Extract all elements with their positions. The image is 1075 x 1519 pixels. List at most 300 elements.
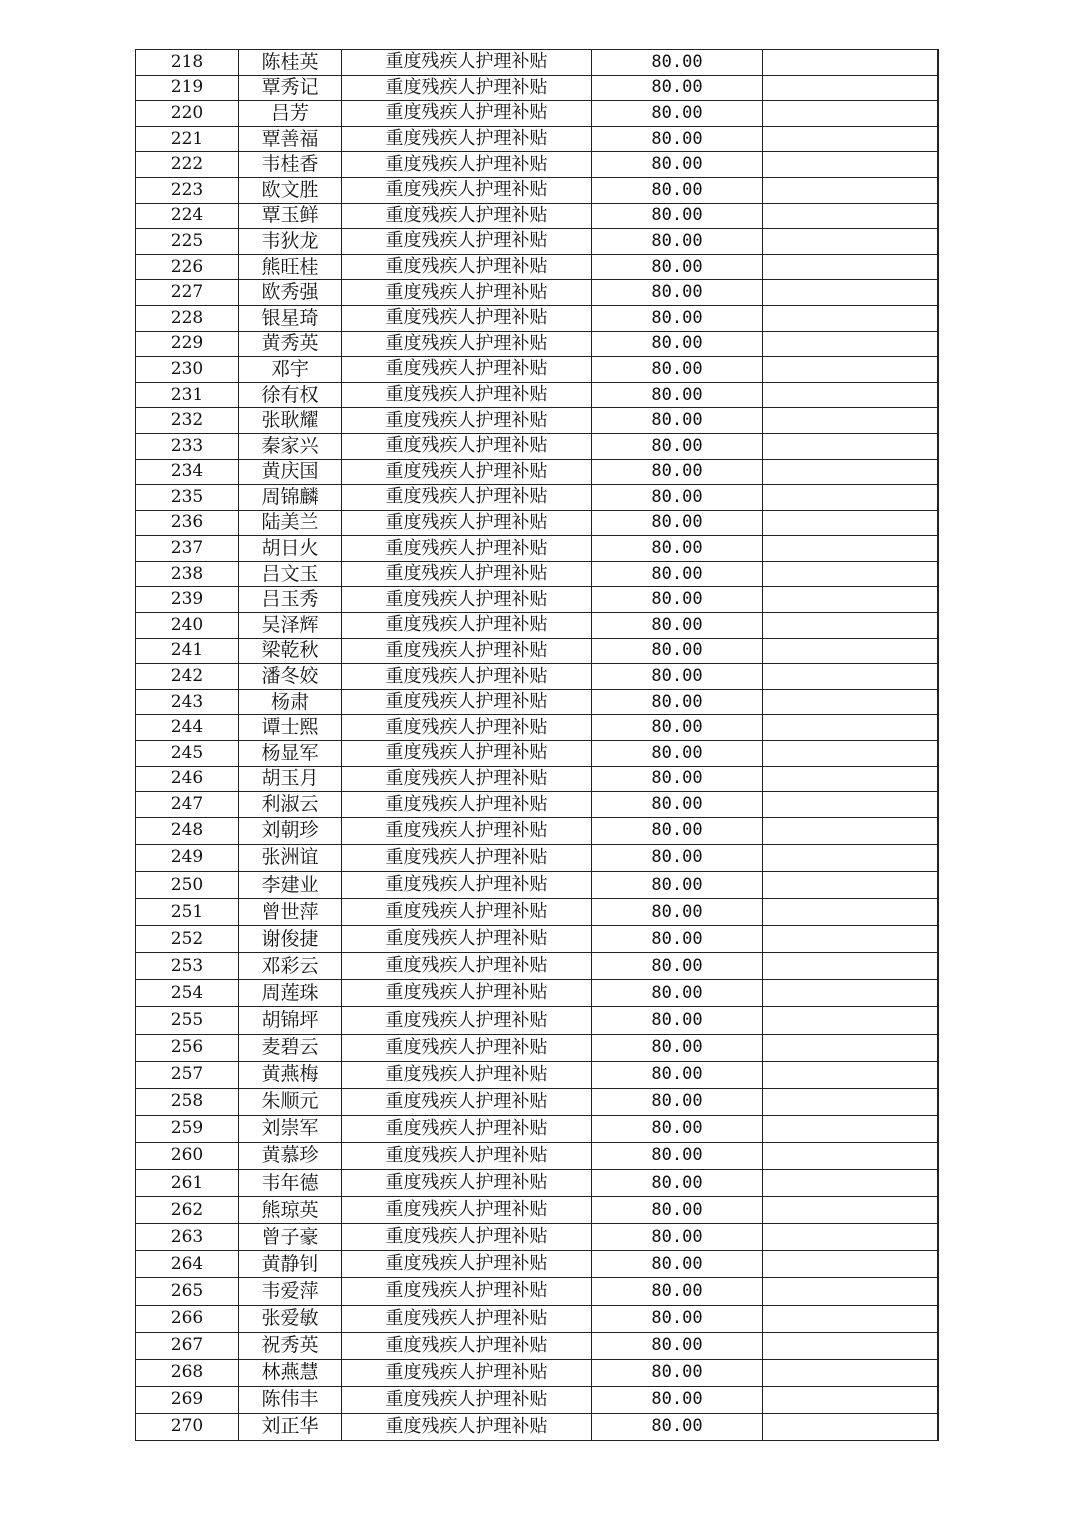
remark-cell [763,1332,938,1359]
remark-cell [763,1115,938,1142]
row-number-cell: 241 [136,638,239,664]
amount-cell: 80.00 [592,664,763,690]
subsidy-item-cell: 重度残疾人护理补贴 [342,741,592,767]
row-number-cell: 267 [136,1332,239,1359]
subsidy-item-cell: 重度残疾人护理补贴 [342,792,592,818]
subsidy-item-cell: 重度残疾人护理补贴 [342,844,592,871]
recipient-name-cell: 徐有权 [239,382,342,408]
row-number-cell: 218 [136,50,239,76]
row-number-cell: 259 [136,1115,239,1142]
subsidy-item-cell: 重度残疾人护理补贴 [342,953,592,980]
remark-cell [763,408,938,434]
recipient-name-cell: 韦狄龙 [239,229,342,255]
remark-cell [763,1251,938,1278]
amount-cell: 80.00 [592,741,763,767]
remark-cell [763,1142,938,1169]
subsidy-item-cell: 重度残疾人护理补贴 [342,1278,592,1305]
row-number-cell: 263 [136,1224,239,1251]
remark-cell [763,664,938,690]
row-number-cell: 243 [136,689,239,715]
table-row [136,1061,938,1088]
row-number-cell: 240 [136,613,239,639]
amount-cell: 80.00 [592,953,763,980]
recipient-name-cell: 潘冬姣 [239,664,342,690]
amount-cell: 80.00 [592,561,763,587]
subsidy-item-cell: 重度残疾人护理补贴 [342,203,592,229]
amount-cell: 80.00 [592,485,763,511]
subsidy-item-cell: 重度残疾人护理补贴 [342,382,592,408]
table-row [136,899,938,926]
amount-cell: 80.00 [592,75,763,101]
recipient-name-cell: 刘朝珍 [239,817,342,844]
table-row [136,1251,938,1278]
recipient-name-cell: 李建业 [239,872,342,899]
row-number-cell: 246 [136,766,239,792]
remark-cell [763,1359,938,1386]
subsidy-table-body [136,50,938,1441]
recipient-name-cell: 周锦麟 [239,485,342,511]
remark-cell [763,382,938,408]
subsidy-item-cell: 重度残疾人护理补贴 [342,50,592,76]
amount-cell: 80.00 [592,433,763,459]
amount-cell: 80.00 [592,280,763,306]
recipient-name-cell: 谭士熙 [239,715,342,741]
row-number-cell: 221 [136,126,239,152]
subsidy-item-cell: 重度残疾人护理补贴 [342,1224,592,1251]
subsidy-item-cell: 重度残疾人护理补贴 [342,510,592,536]
amount-cell: 80.00 [592,872,763,899]
row-number-cell: 258 [136,1088,239,1115]
recipient-name-cell: 黄庆国 [239,459,342,485]
remark-cell [763,899,938,926]
remark-cell [763,638,938,664]
recipient-name-cell: 谢俊捷 [239,926,342,953]
remark-cell [763,561,938,587]
subsidy-item-cell: 重度残疾人护理补贴 [342,1088,592,1115]
amount-cell: 80.00 [592,1278,763,1305]
recipient-name-cell: 杨肃 [239,689,342,715]
remark-cell [763,1413,938,1440]
row-number-cell: 253 [136,953,239,980]
remark-cell [763,689,938,715]
remark-cell [763,305,938,331]
recipient-name-cell: 韦年德 [239,1170,342,1197]
row-number-cell: 254 [136,980,239,1007]
subsidy-item-cell: 重度残疾人护理补贴 [342,1197,592,1224]
recipient-name-cell: 欧文胜 [239,177,342,203]
remark-cell [763,926,938,953]
table-row [136,792,938,818]
row-number-cell: 250 [136,872,239,899]
amount-cell: 80.00 [592,1115,763,1142]
recipient-name-cell: 吕文玉 [239,561,342,587]
subsidy-item-cell: 重度残疾人护理补贴 [342,899,592,926]
recipient-name-cell: 刘崇军 [239,1115,342,1142]
recipient-name-cell: 邓宇 [239,357,342,383]
table-row [136,331,938,357]
table-row [136,561,938,587]
row-number-cell: 230 [136,357,239,383]
amount-cell: 80.00 [592,1142,763,1169]
row-number-cell: 251 [136,899,239,926]
table-row [136,766,938,792]
remark-cell [763,229,938,255]
amount-cell: 80.00 [592,177,763,203]
recipient-name-cell: 朱顺元 [239,1088,342,1115]
amount-cell: 80.00 [592,1413,763,1440]
remark-cell [763,613,938,639]
remark-cell [763,715,938,741]
table-row [136,1034,938,1061]
recipient-name-cell: 韦爱萍 [239,1278,342,1305]
remark-cell [763,1088,938,1115]
remark-cell [763,1007,938,1034]
recipient-name-cell: 祝秀英 [239,1332,342,1359]
table-row [136,1115,938,1142]
amount-cell: 80.00 [592,613,763,639]
subsidy-item-cell: 重度残疾人护理补贴 [342,1251,592,1278]
recipient-name-cell: 林燕慧 [239,1359,342,1386]
remark-cell [763,872,938,899]
table-row [136,382,938,408]
row-number-cell: 260 [136,1142,239,1169]
subsidy-item-cell: 重度残疾人护理补贴 [342,536,592,562]
recipient-name-cell: 黄燕梅 [239,1061,342,1088]
remark-cell [763,101,938,127]
remark-cell [763,1170,938,1197]
table-row [136,664,938,690]
recipient-name-cell: 麦碧云 [239,1034,342,1061]
row-number-cell: 237 [136,536,239,562]
recipient-name-cell: 杨显军 [239,741,342,767]
amount-cell: 80.00 [592,638,763,664]
table-row [136,50,938,76]
table-row [136,1007,938,1034]
row-number-cell: 238 [136,561,239,587]
remark-cell [763,50,938,76]
subsidy-item-cell: 重度残疾人护理补贴 [342,433,592,459]
amount-cell: 80.00 [592,899,763,926]
row-number-cell: 268 [136,1359,239,1386]
recipient-name-cell: 陈伟丰 [239,1386,342,1413]
row-number-cell: 265 [136,1278,239,1305]
row-number-cell: 219 [136,75,239,101]
recipient-name-cell: 熊旺桂 [239,254,342,280]
recipient-name-cell: 利淑云 [239,792,342,818]
subsidy-item-cell: 重度残疾人护理补贴 [342,305,592,331]
table-row [136,229,938,255]
table-row [136,980,938,1007]
row-number-cell: 225 [136,229,239,255]
remark-cell [763,1197,938,1224]
subsidy-item-cell: 重度残疾人护理补贴 [342,254,592,280]
row-number-cell: 248 [136,817,239,844]
recipient-name-cell: 梁乾秋 [239,638,342,664]
subsidy-item-cell: 重度残疾人护理补贴 [342,664,592,690]
amount-cell: 80.00 [592,126,763,152]
amount-cell: 80.00 [592,1386,763,1413]
amount-cell: 80.00 [592,844,763,871]
subsidy-item-cell: 重度残疾人护理补贴 [342,1034,592,1061]
subsidy-item-cell: 重度残疾人护理补贴 [342,459,592,485]
remark-cell [763,741,938,767]
subsidy-item-cell: 重度残疾人护理补贴 [342,926,592,953]
subsidy-item-cell: 重度残疾人护理补贴 [342,1413,592,1440]
table-row [136,75,938,101]
table-row [136,638,938,664]
recipient-name-cell: 银星琦 [239,305,342,331]
amount-cell: 80.00 [592,254,763,280]
remark-cell [763,980,938,1007]
remark-cell [763,587,938,613]
recipient-name-cell: 吕芳 [239,101,342,127]
subsidy-item-cell: 重度残疾人护理补贴 [342,1386,592,1413]
subsidy-item-cell: 重度残疾人护理补贴 [342,1305,592,1332]
recipient-name-cell: 覃善福 [239,126,342,152]
table-row [136,689,938,715]
remark-cell [763,1034,938,1061]
amount-cell: 80.00 [592,408,763,434]
table-row [136,926,938,953]
recipient-name-cell: 张洲谊 [239,844,342,871]
row-number-cell: 234 [136,459,239,485]
subsidy-item-cell: 重度残疾人护理补贴 [342,408,592,434]
subsidy-item-cell: 重度残疾人护理补贴 [342,75,592,101]
recipient-name-cell: 秦家兴 [239,433,342,459]
table-row [136,1142,938,1169]
subsidy-table [135,49,939,1441]
subsidy-item-cell: 重度残疾人护理补贴 [342,1142,592,1169]
table-row [136,1386,938,1413]
amount-cell: 80.00 [592,1197,763,1224]
table-row [136,101,938,127]
amount-cell: 80.00 [592,1088,763,1115]
row-number-cell: 261 [136,1170,239,1197]
remark-cell [763,1061,938,1088]
table-row [136,152,938,178]
remark-cell [763,331,938,357]
remark-cell [763,844,938,871]
table-row [136,872,938,899]
subsidy-item-cell: 重度残疾人护理补贴 [342,1115,592,1142]
row-number-cell: 252 [136,926,239,953]
remark-cell [763,536,938,562]
table-row [136,254,938,280]
recipient-name-cell: 刘正华 [239,1413,342,1440]
table-row [136,1224,938,1251]
subsidy-item-cell: 重度残疾人护理补贴 [342,1332,592,1359]
recipient-name-cell: 黄秀英 [239,331,342,357]
amount-cell: 80.00 [592,1034,763,1061]
table-row [136,536,938,562]
subsidy-item-cell: 重度残疾人护理补贴 [342,331,592,357]
remark-cell [763,177,938,203]
subsidy-item-cell: 重度残疾人护理补贴 [342,561,592,587]
row-number-cell: 224 [136,203,239,229]
table-row [136,1413,938,1440]
recipient-name-cell: 吕玉秀 [239,587,342,613]
subsidy-item-cell: 重度残疾人护理补贴 [342,766,592,792]
table-row [136,203,938,229]
amount-cell: 80.00 [592,1007,763,1034]
amount-cell: 80.00 [592,926,763,953]
recipient-name-cell: 熊琼英 [239,1197,342,1224]
row-number-cell: 220 [136,101,239,127]
subsidy-item-cell: 重度残疾人护理补贴 [342,1061,592,1088]
recipient-name-cell: 黄慕珍 [239,1142,342,1169]
row-number-cell: 255 [136,1007,239,1034]
subsidy-item-cell: 重度残疾人护理补贴 [342,817,592,844]
table-row [136,1088,938,1115]
subsidy-item-cell: 重度残疾人护理补贴 [342,638,592,664]
recipient-name-cell: 周莲珠 [239,980,342,1007]
row-number-cell: 232 [136,408,239,434]
row-number-cell: 264 [136,1251,239,1278]
subsidy-item-cell: 重度残疾人护理补贴 [342,357,592,383]
amount-cell: 80.00 [592,689,763,715]
recipient-name-cell: 张爱敏 [239,1305,342,1332]
amount-cell: 80.00 [592,382,763,408]
subsidy-item-cell: 重度残疾人护理补贴 [342,152,592,178]
recipient-name-cell: 黄静钊 [239,1251,342,1278]
table-row [136,1332,938,1359]
table-row [136,357,938,383]
row-number-cell: 242 [136,664,239,690]
remark-cell [763,766,938,792]
subsidy-item-cell: 重度残疾人护理补贴 [342,587,592,613]
table-row [136,587,938,613]
subsidy-item-cell: 重度残疾人护理补贴 [342,101,592,127]
row-number-cell: 235 [136,485,239,511]
subsidy-item-cell: 重度残疾人护理补贴 [342,715,592,741]
row-number-cell: 262 [136,1197,239,1224]
subsidy-item-cell: 重度残疾人护理补贴 [342,126,592,152]
remark-cell [763,433,938,459]
amount-cell: 80.00 [592,1224,763,1251]
recipient-name-cell: 覃秀记 [239,75,342,101]
table-row [136,305,938,331]
amount-cell: 80.00 [592,459,763,485]
recipient-name-cell: 韦桂香 [239,152,342,178]
recipient-name-cell: 邓彩云 [239,953,342,980]
row-number-cell: 249 [136,844,239,871]
amount-cell: 80.00 [592,305,763,331]
row-number-cell: 227 [136,280,239,306]
amount-cell: 80.00 [592,510,763,536]
row-number-cell: 223 [136,177,239,203]
table-row [136,280,938,306]
recipient-name-cell: 曾世萍 [239,899,342,926]
row-number-cell: 233 [136,433,239,459]
remark-cell [763,1305,938,1332]
amount-cell: 80.00 [592,1061,763,1088]
row-number-cell: 257 [136,1061,239,1088]
recipient-name-cell: 陈桂英 [239,50,342,76]
remark-cell [763,1224,938,1251]
remark-cell [763,126,938,152]
row-number-cell: 256 [136,1034,239,1061]
amount-cell: 80.00 [592,1332,763,1359]
table-row [136,485,938,511]
recipient-name-cell: 胡日火 [239,536,342,562]
subsidy-item-cell: 重度残疾人护理补贴 [342,980,592,1007]
amount-cell: 80.00 [592,229,763,255]
table-row [136,1278,938,1305]
remark-cell [763,152,938,178]
remark-cell [763,280,938,306]
amount-cell: 80.00 [592,50,763,76]
row-number-cell: 239 [136,587,239,613]
table-row [136,126,938,152]
row-number-cell: 270 [136,1413,239,1440]
amount-cell: 80.00 [592,203,763,229]
amount-cell: 80.00 [592,1305,763,1332]
amount-cell: 80.00 [592,1251,763,1278]
table-row [136,953,938,980]
subsidy-item-cell: 重度残疾人护理补贴 [342,613,592,639]
subsidy-item-cell: 重度残疾人护理补贴 [342,177,592,203]
row-number-cell: 269 [136,1386,239,1413]
table-row [136,1197,938,1224]
remark-cell [763,817,938,844]
row-number-cell: 236 [136,510,239,536]
subsidy-item-cell: 重度残疾人护理补贴 [342,1359,592,1386]
remark-cell [763,254,938,280]
remark-cell [763,485,938,511]
amount-cell: 80.00 [592,152,763,178]
row-number-cell: 229 [136,331,239,357]
subsidy-item-cell: 重度残疾人护理补贴 [342,485,592,511]
amount-cell: 80.00 [592,1170,763,1197]
table-row [136,844,938,871]
table-row [136,1359,938,1386]
table-row [136,408,938,434]
amount-cell: 80.00 [592,536,763,562]
table-row [136,1170,938,1197]
recipient-name-cell: 曾子豪 [239,1224,342,1251]
recipient-name-cell: 张耿耀 [239,408,342,434]
remark-cell [763,203,938,229]
amount-cell: 80.00 [592,101,763,127]
amount-cell: 80.00 [592,1359,763,1386]
table-row [136,715,938,741]
table-row [136,510,938,536]
remark-cell [763,792,938,818]
row-number-cell: 244 [136,715,239,741]
recipient-name-cell: 胡玉月 [239,766,342,792]
recipient-name-cell: 吴泽辉 [239,613,342,639]
table-row [136,459,938,485]
recipient-name-cell: 覃玉鲜 [239,203,342,229]
row-number-cell: 247 [136,792,239,818]
amount-cell: 80.00 [592,980,763,1007]
table-row [136,1305,938,1332]
row-number-cell: 226 [136,254,239,280]
amount-cell: 80.00 [592,357,763,383]
row-number-cell: 245 [136,741,239,767]
remark-cell [763,1386,938,1413]
row-number-cell: 228 [136,305,239,331]
row-number-cell: 231 [136,382,239,408]
subsidy-item-cell: 重度残疾人护理补贴 [342,229,592,255]
remark-cell [763,1278,938,1305]
remark-cell [763,75,938,101]
recipient-name-cell: 欧秀强 [239,280,342,306]
remark-cell [763,357,938,383]
amount-cell: 80.00 [592,817,763,844]
amount-cell: 80.00 [592,715,763,741]
remark-cell [763,510,938,536]
